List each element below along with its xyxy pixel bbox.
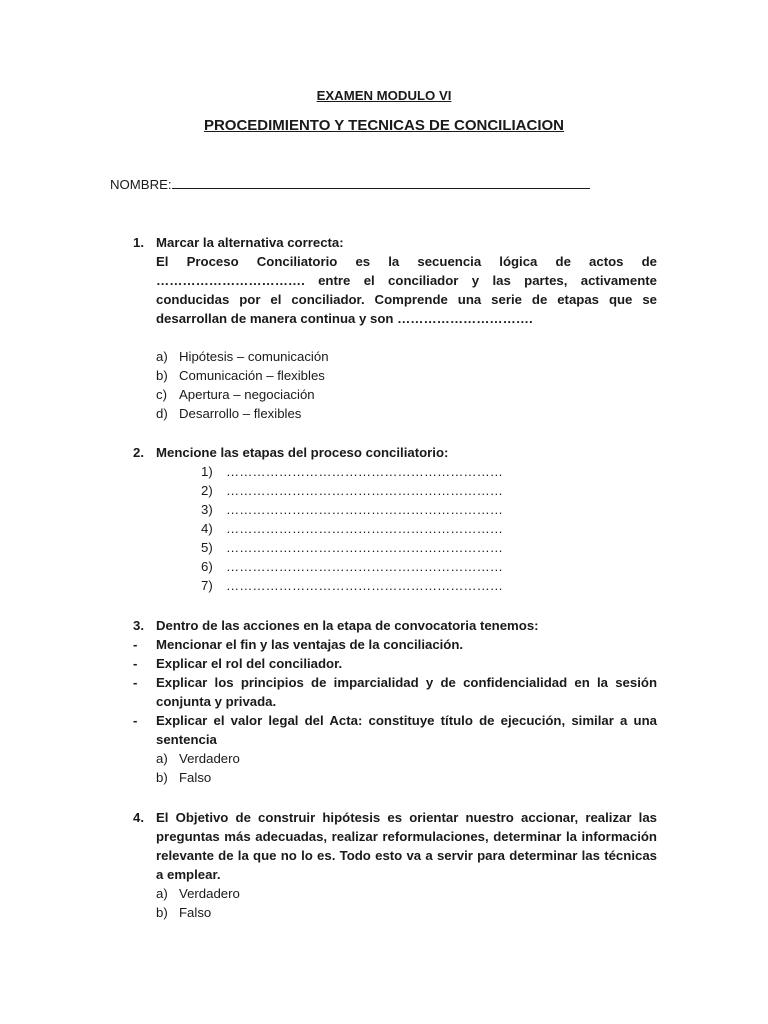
step-number: 7) — [201, 578, 213, 593]
bullet-item — [133, 635, 657, 654]
question-3 — [133, 616, 657, 787]
bullet-dash: - — [133, 637, 138, 652]
option-d[interactable] — [156, 404, 657, 423]
question-heading: Marcar la alternativa correcta: — [156, 235, 344, 250]
question-heading: Mencione las etapas del proceso conciliatorio: — [156, 445, 449, 460]
step-2[interactable] — [201, 481, 657, 500]
step-number: 1) — [201, 464, 213, 479]
option-b[interactable] — [156, 768, 657, 787]
option-letter: b) — [156, 770, 168, 785]
question-text: El Objetivo de construir hipótesis es orientar nuestro accionar, realizar las preguntas más adecuadas, realizar reformulaciones, determinar la información relevante de la que no lo es. Todo esto va a servir para determinar las técnicas a emplear. — [156, 810, 657, 882]
option-text: Apertura – negociación — [179, 387, 315, 402]
option-a[interactable] — [156, 749, 657, 768]
step-7[interactable] — [201, 576, 657, 595]
step-4[interactable] — [201, 519, 657, 538]
option-text: Desarrollo – flexibles — [179, 406, 302, 421]
step-5[interactable] — [201, 538, 657, 557]
step-number: 2) — [201, 483, 213, 498]
option-letter: a) — [156, 751, 168, 766]
option-text: Comunicación – flexibles — [179, 368, 325, 383]
option-letter: b) — [156, 905, 168, 920]
bullet-text: Explicar los principios de imparcialidad y de confidencialidad en la sesión conjunta y privada. — [156, 675, 657, 709]
step-blank[interactable]: ……………………………………………………… — [226, 521, 503, 536]
option-letter: b) — [156, 368, 168, 383]
step-blank[interactable]: ……………………………………………………… — [226, 578, 503, 593]
bullet-text: Explicar el rol del conciliador. — [156, 656, 343, 671]
bullet-item — [133, 711, 657, 749]
step-number: 3) — [201, 502, 213, 517]
bullet-dash: - — [133, 713, 138, 728]
name-blank-line[interactable] — [172, 175, 590, 189]
step-number: 5) — [201, 540, 213, 555]
option-text: Falso — [179, 905, 212, 920]
option-text: Verdadero — [179, 886, 240, 901]
question-4 — [133, 808, 657, 922]
options-list — [156, 749, 657, 787]
step-1[interactable] — [201, 462, 657, 481]
step-blank[interactable]: ……………………………………………………… — [226, 540, 503, 555]
option-text: Hipótesis – comunicación — [179, 349, 329, 364]
step-number: 4) — [201, 521, 213, 536]
exam-title: PROCEDIMIENTO Y TECNICAS DE CONCILIACION — [203, 117, 565, 134]
name-field[interactable] — [110, 175, 590, 194]
option-text: Verdadero — [179, 751, 240, 766]
question-1 — [133, 233, 657, 423]
option-a[interactable] — [156, 347, 657, 366]
step-blank[interactable]: ……………………………………………………… — [226, 483, 503, 498]
question-heading: Dentro de las acciones en la etapa de convocatoria tenemos: — [156, 618, 539, 633]
option-letter: d) — [156, 406, 168, 421]
bullet-item — [133, 654, 657, 673]
bullet-text: Mencionar el fin y las ventajas de la conciliación. — [156, 637, 464, 652]
step-blank[interactable]: ……………………………………………………… — [226, 464, 503, 479]
question-number: 4. — [133, 810, 144, 825]
question-number: 1. — [133, 235, 144, 250]
option-c[interactable] — [156, 385, 657, 404]
step-6[interactable] — [201, 557, 657, 576]
bullet-dash: - — [133, 656, 138, 671]
bullet-item — [133, 673, 657, 711]
option-a[interactable] — [156, 884, 657, 903]
bullet-dash: - — [133, 675, 138, 690]
option-letter: a) — [156, 349, 168, 364]
exam-subtitle: EXAMEN MODULO VI — [316, 88, 452, 103]
steps-list — [201, 462, 657, 595]
option-letter: c) — [156, 387, 167, 402]
question-2 — [133, 443, 657, 595]
options-list — [156, 347, 657, 423]
option-text: Falso — [179, 770, 212, 785]
question-number: 2. — [133, 445, 144, 460]
bullet-text: Explicar el valor legal del Acta: constituye título de ejecución, similar a una sentencia — [156, 713, 657, 747]
step-blank[interactable]: ……………………………………………………… — [226, 502, 503, 517]
option-b[interactable] — [156, 366, 657, 385]
option-letter: a) — [156, 886, 168, 901]
question-text: El Proceso Conciliatorio es la secuencia lógica de actos de ……………………………. entre el conciliador y las partes, activamente conducidas por el conciliador. Comprende una serie de etapas que se desarrollan de manera continua y son …………………………. — [156, 254, 657, 326]
name-label: NOMBRE: — [110, 177, 172, 192]
step-3[interactable] — [201, 500, 657, 519]
step-number: 6) — [201, 559, 213, 574]
step-blank[interactable]: ……………………………………………………… — [226, 559, 503, 574]
options-list — [156, 884, 657, 922]
question-number: 3. — [133, 618, 144, 633]
option-b[interactable] — [156, 903, 657, 922]
